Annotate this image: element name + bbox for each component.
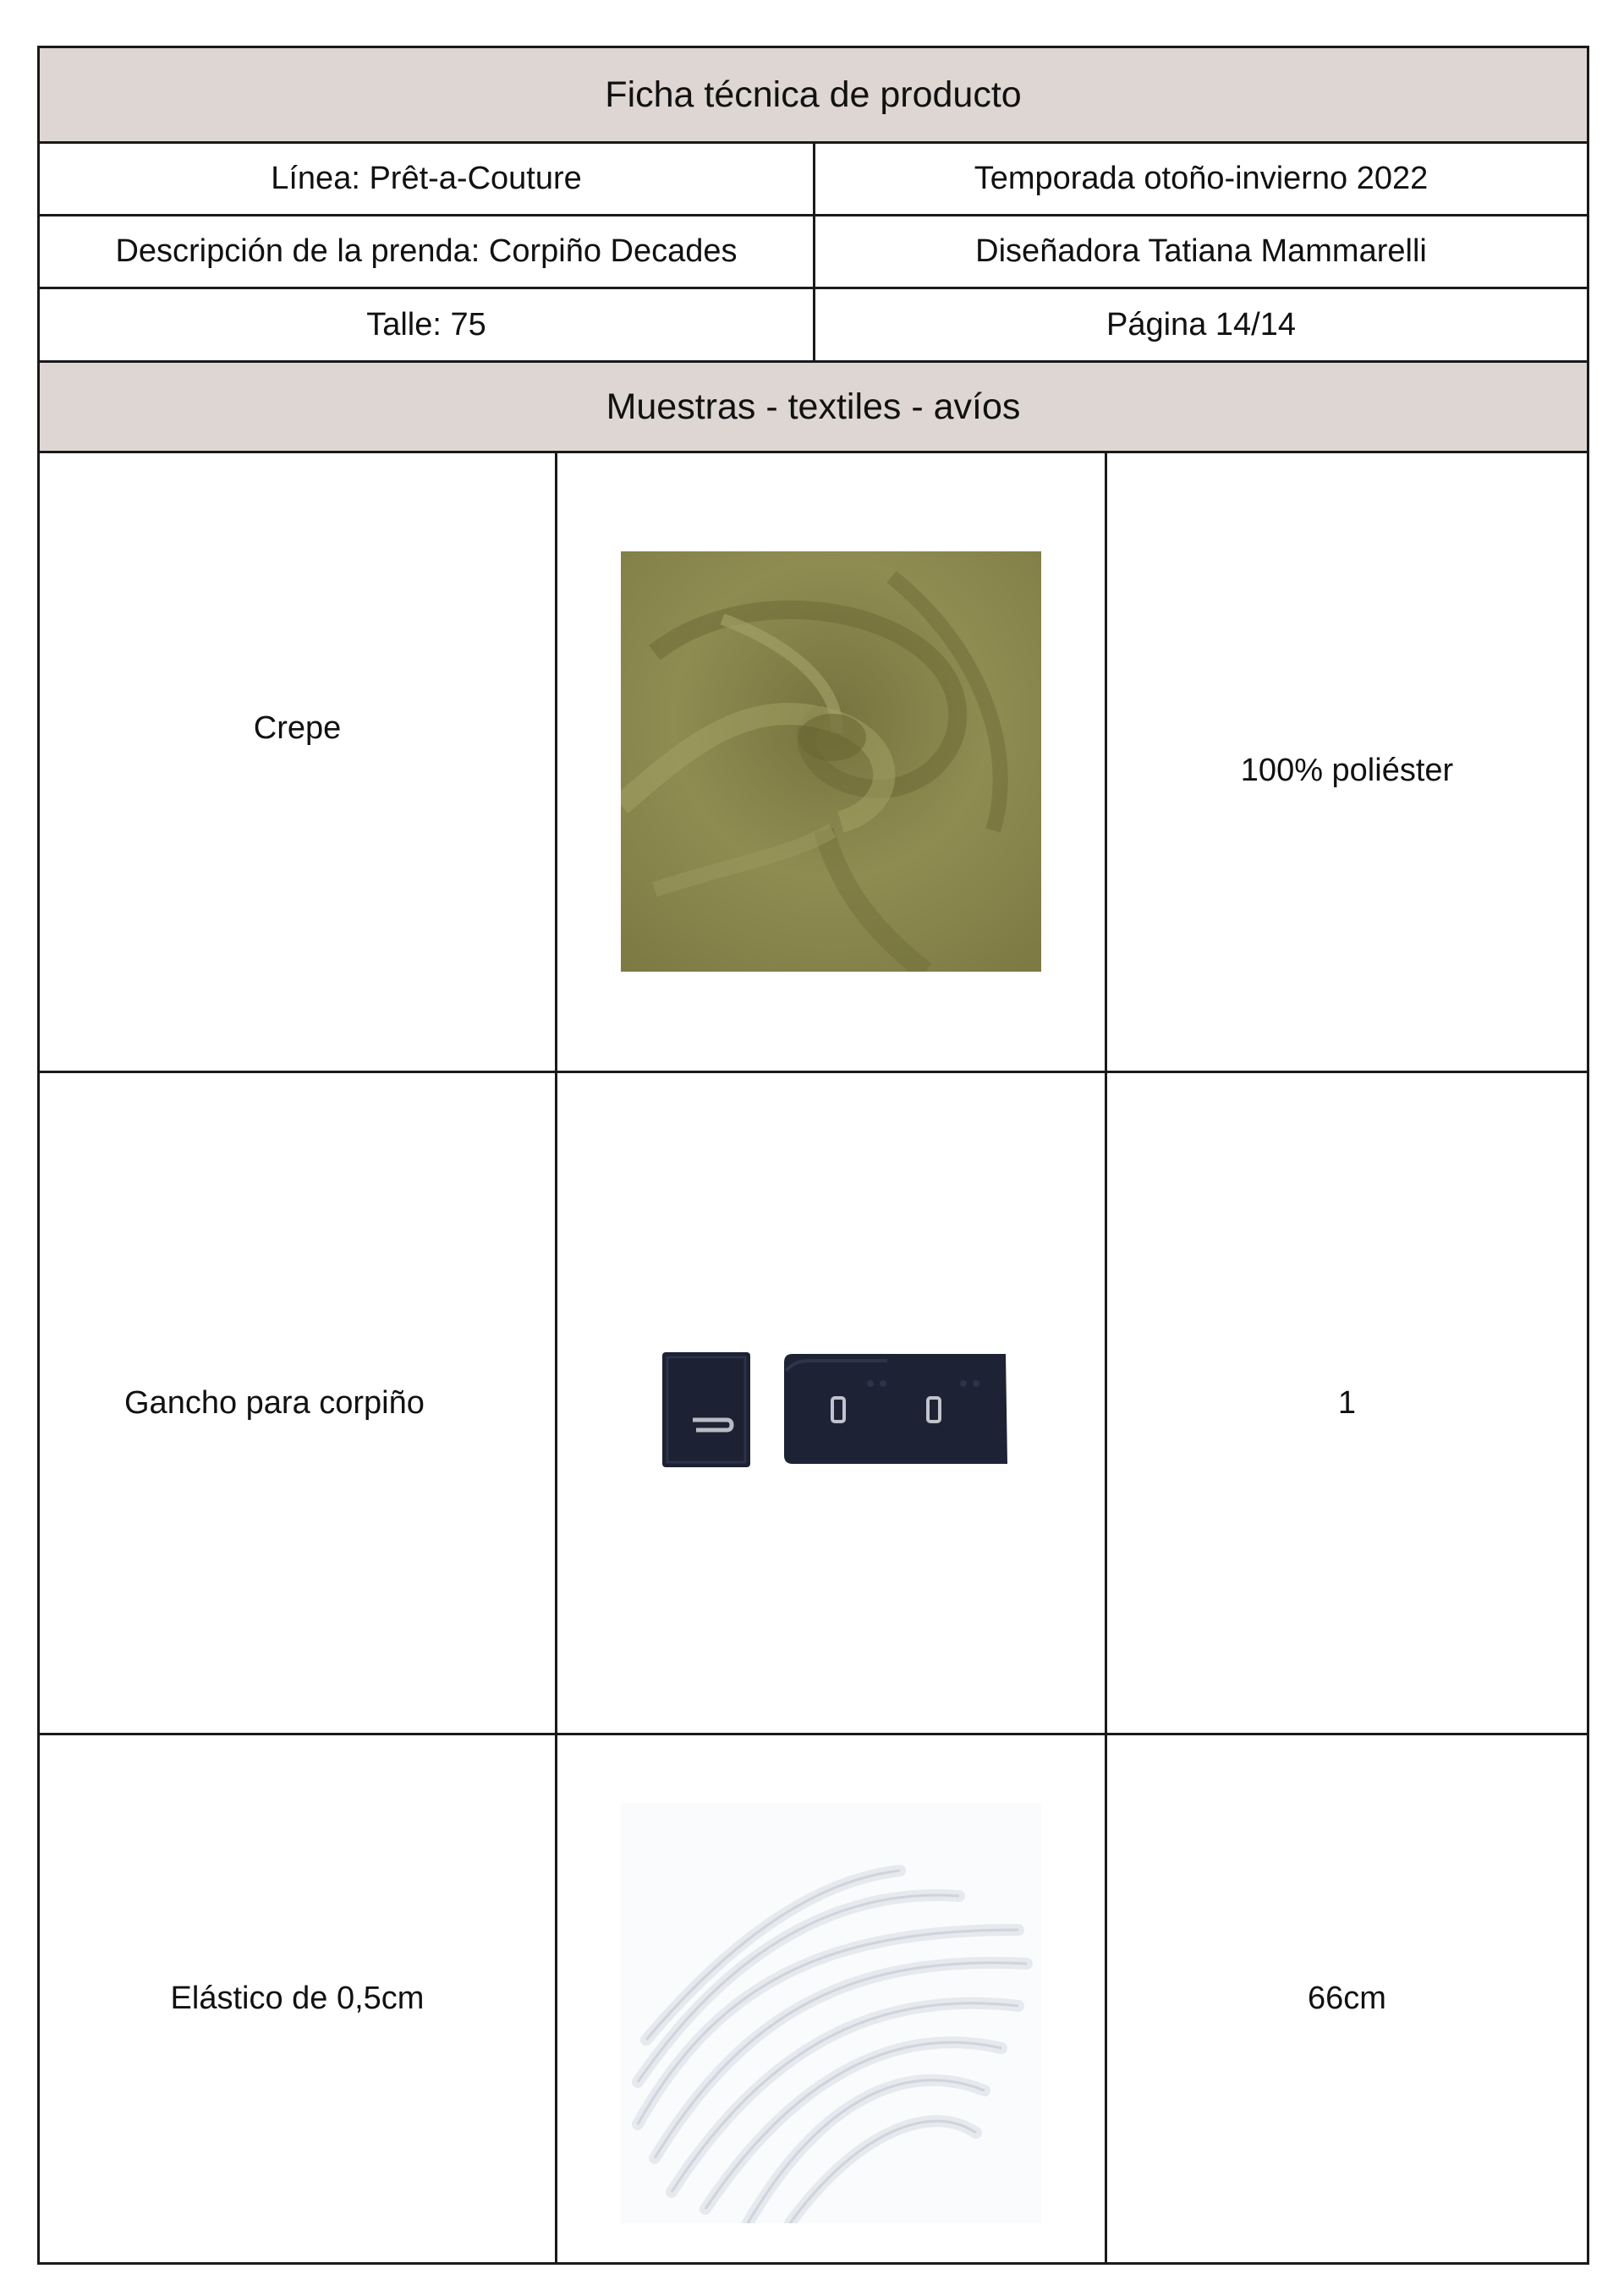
item-sample-cell: [557, 1073, 1107, 1733]
page-number: Página 14/14: [1106, 306, 1296, 342]
info-row-line: [40, 144, 1587, 216]
item-sample-cell: [557, 453, 1107, 1071]
item-row-elastic: [40, 1735, 1587, 2262]
garment-description: Descripción de la prenda: Corpiño Decades: [40, 216, 815, 287]
item-sample-cell: [557, 1735, 1107, 2262]
elastic-bundle-image: [621, 1803, 1041, 2223]
designer-label: Diseñadora Tatiana Mammarelli: [975, 233, 1427, 269]
bra-hook-image: [659, 1345, 1023, 1472]
size-label: Talle: 75: [40, 289, 815, 360]
info-row-description: [40, 216, 1587, 289]
crepe-fabric-image: [621, 551, 1041, 972]
sheet-title: Ficha técnica de producto: [40, 48, 1587, 144]
line-label: Línea: Prêt-a-Couture: [40, 144, 815, 214]
item-quantity: 66cm: [1308, 1981, 1386, 2016]
section-title: Muestras - textiles - avíos: [40, 360, 1587, 453]
item-quantity: 1: [1337, 1384, 1357, 1421]
season-label: Temporada otoño-invierno 2022: [974, 161, 1429, 196]
item-name: Crepe: [40, 453, 557, 1071]
info-row-size: [40, 289, 1587, 360]
item-quantity: 100% poliéster: [1240, 752, 1454, 788]
item-name: Gancho para corpiño: [40, 1073, 557, 1733]
item-name: Elástico de 0,5cm: [40, 1735, 557, 2262]
item-row-hook: [40, 1073, 1587, 1735]
item-row-crepe: [40, 453, 1587, 1073]
tech-sheet: [37, 46, 1589, 2265]
